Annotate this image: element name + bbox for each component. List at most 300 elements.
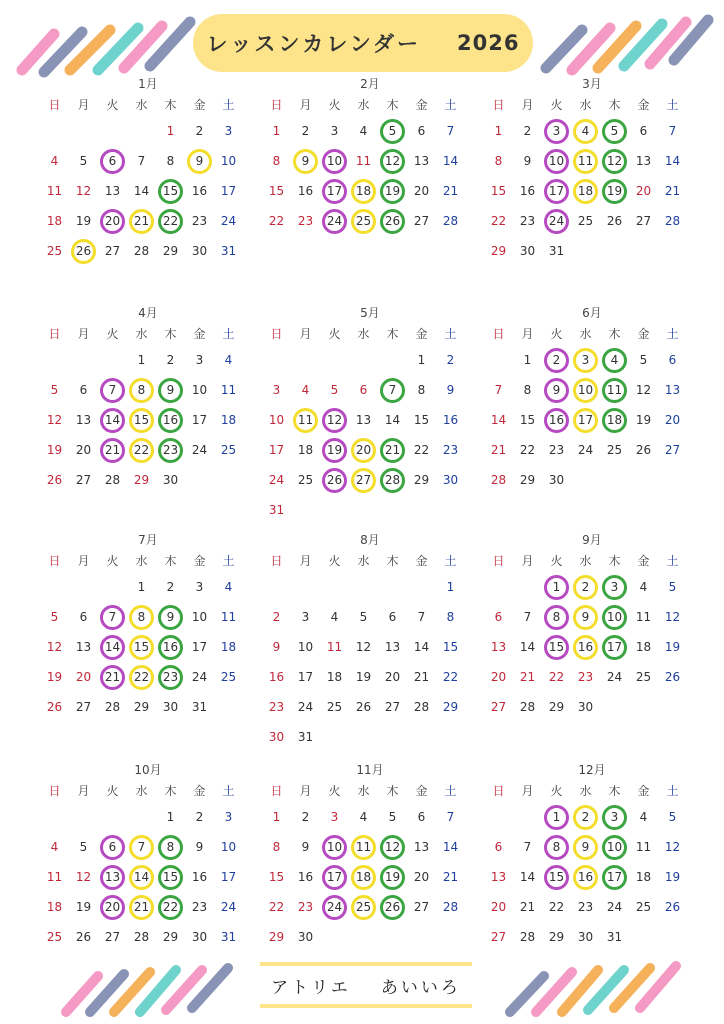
- day-cell: [349, 435, 378, 465]
- lesson-day-purple: 17: [544, 179, 569, 204]
- day-cell: [484, 892, 513, 922]
- day-cell: [513, 176, 542, 206]
- weekday-label: 水: [579, 327, 592, 341]
- day-number: 1: [417, 353, 426, 367]
- day-cell: [40, 692, 69, 722]
- day-cell: [513, 892, 542, 922]
- day-cell: [291, 375, 320, 405]
- day-cell: [320, 892, 349, 922]
- day-cell: [436, 206, 465, 236]
- day-cell: [407, 206, 436, 236]
- lesson-day-purple: 3: [544, 119, 569, 144]
- day-cell: [320, 465, 349, 495]
- day-cell: [349, 572, 378, 602]
- brush-strokes-bottom-left: [58, 958, 244, 1018]
- day-cell: [262, 572, 291, 602]
- day-number: 6: [79, 610, 88, 624]
- lesson-day-green: 10: [602, 835, 627, 860]
- day-cell: [262, 722, 291, 752]
- weekday-label: 月: [77, 327, 90, 341]
- day-number: 5: [639, 353, 648, 367]
- day-number: 24: [577, 443, 594, 457]
- day-number: 25: [46, 930, 63, 944]
- day-cell: [98, 146, 127, 176]
- day-cell: [349, 802, 378, 832]
- day-cell: [262, 495, 291, 525]
- day-cell: [291, 662, 320, 692]
- day-number: 14: [664, 154, 681, 168]
- day-cell: [69, 176, 98, 206]
- lesson-day-yellow: 18: [351, 865, 376, 890]
- day-cell: [127, 922, 156, 952]
- day-cell: [484, 862, 513, 892]
- weekday-label: 土: [222, 327, 235, 341]
- day-cell: [484, 435, 513, 465]
- day-number: 21: [664, 184, 681, 198]
- weekday-label: 木: [608, 98, 621, 112]
- week-row: [262, 572, 478, 602]
- lesson-day-green: 17: [602, 865, 627, 890]
- day-number: 22: [442, 670, 459, 684]
- day-cell: [185, 632, 214, 662]
- day-cell: [407, 495, 436, 525]
- weekday-label: 水: [135, 784, 148, 798]
- weekday-label: 土: [444, 98, 457, 112]
- day-number: 12: [355, 640, 372, 654]
- day-number: 18: [220, 413, 237, 427]
- day-cell: [542, 832, 571, 862]
- week-row: [484, 832, 700, 862]
- day-cell: [484, 922, 513, 952]
- month-block: [484, 303, 700, 495]
- weekday-label: 日: [492, 98, 505, 112]
- weekday-label: 火: [106, 98, 119, 112]
- weekday-label: 水: [579, 784, 592, 798]
- day-number: 30: [548, 473, 565, 487]
- day-number: 6: [388, 610, 397, 624]
- day-number: 12: [46, 640, 63, 654]
- week-row: [484, 405, 700, 435]
- day-cell: [484, 465, 513, 495]
- day-cell: [214, 345, 243, 375]
- weekday-label: 水: [357, 327, 370, 341]
- day-cell: [407, 572, 436, 602]
- day-cell: [571, 832, 600, 862]
- weekday-header: [40, 550, 256, 572]
- day-cell: [484, 405, 513, 435]
- day-cell: [629, 602, 658, 632]
- day-number: 2: [272, 610, 281, 624]
- week-row: [484, 206, 700, 236]
- day-number: 15: [490, 184, 507, 198]
- lesson-day-green: 3: [602, 575, 627, 600]
- day-cell: [156, 802, 185, 832]
- day-number: 1: [446, 580, 455, 594]
- day-cell: [320, 922, 349, 952]
- day-number: 21: [490, 443, 507, 457]
- day-number: 13: [384, 640, 401, 654]
- day-cell: [436, 146, 465, 176]
- day-cell: [127, 892, 156, 922]
- day-cell: [436, 345, 465, 375]
- week-row: [40, 206, 256, 236]
- day-cell: [69, 435, 98, 465]
- day-cell: [98, 862, 127, 892]
- day-number: 5: [668, 580, 677, 594]
- day-cell: [407, 465, 436, 495]
- day-cell: [127, 692, 156, 722]
- day-cell: [320, 435, 349, 465]
- day-cell: [378, 116, 407, 146]
- day-number: 2: [195, 810, 204, 824]
- day-cell: [436, 862, 465, 892]
- day-number: 30: [162, 700, 179, 714]
- day-cell: [436, 692, 465, 722]
- day-cell: [262, 146, 291, 176]
- day-number: 23: [577, 670, 594, 684]
- lesson-day-green: 26: [380, 895, 405, 920]
- day-cell: [378, 862, 407, 892]
- weekday-label: 木: [164, 554, 177, 568]
- lesson-day-yellow: 8: [129, 378, 154, 403]
- weekday-header: [262, 550, 478, 572]
- lesson-day-yellow: 20: [351, 438, 376, 463]
- day-number: 7: [523, 840, 532, 854]
- day-cell: [291, 892, 320, 922]
- day-number: 13: [75, 413, 92, 427]
- day-cell: [349, 495, 378, 525]
- week-row: [262, 405, 478, 435]
- day-number: 29: [548, 930, 565, 944]
- weekday-label: 金: [415, 327, 428, 341]
- day-cell: [542, 572, 571, 602]
- day-number: 27: [75, 473, 92, 487]
- lesson-day-yellow: 11: [293, 408, 318, 433]
- weekday-label: 月: [299, 554, 312, 568]
- month-title: 4月: [138, 306, 158, 320]
- day-number: 11: [355, 154, 372, 168]
- day-number: 2: [523, 124, 532, 138]
- day-number: 27: [490, 930, 507, 944]
- day-cell: [69, 465, 98, 495]
- day-number: 23: [297, 214, 314, 228]
- week-row: [40, 632, 256, 662]
- lesson-day-purple: 14: [100, 408, 125, 433]
- lesson-day-yellow: 2: [573, 805, 598, 830]
- day-cell: [600, 375, 629, 405]
- day-cell: [658, 922, 687, 952]
- weekday-label: 金: [637, 327, 650, 341]
- day-number: 10: [220, 840, 237, 854]
- day-cell: [378, 495, 407, 525]
- day-number: 26: [635, 443, 652, 457]
- day-cell: [484, 832, 513, 862]
- week-row: [262, 892, 478, 922]
- day-cell: [98, 435, 127, 465]
- lesson-day-purple: 7: [100, 605, 125, 630]
- day-cell: [69, 632, 98, 662]
- day-number: 29: [162, 244, 179, 258]
- day-number: 7: [417, 610, 426, 624]
- title-text: レッスンカレンダー: [206, 32, 421, 56]
- day-number: 7: [668, 124, 677, 138]
- day-number: 20: [75, 670, 92, 684]
- day-number: 21: [413, 670, 430, 684]
- day-cell: [40, 375, 69, 405]
- day-cell: [349, 602, 378, 632]
- studio-name-left: アトリエ: [271, 977, 351, 998]
- weekday-label: 土: [444, 327, 457, 341]
- month-block: [40, 303, 256, 495]
- day-number: 3: [330, 810, 339, 824]
- lesson-day-purple: 17: [322, 179, 347, 204]
- day-cell: [262, 405, 291, 435]
- day-cell: [542, 345, 571, 375]
- day-cell: [513, 692, 542, 722]
- day-cell: [291, 722, 320, 752]
- day-cell: [658, 236, 687, 266]
- day-cell: [98, 375, 127, 405]
- day-cell: [629, 465, 658, 495]
- month-title: 11月: [356, 763, 384, 777]
- day-cell: [658, 862, 687, 892]
- day-number: 26: [355, 700, 372, 714]
- day-number: 24: [268, 473, 285, 487]
- day-number: 13: [413, 154, 430, 168]
- day-cell: [571, 146, 600, 176]
- day-cell: [513, 375, 542, 405]
- day-number: 16: [442, 413, 459, 427]
- day-number: 24: [297, 700, 314, 714]
- weekday-label: 火: [106, 327, 119, 341]
- week-row: [40, 832, 256, 862]
- day-cell: [69, 405, 98, 435]
- day-cell: [349, 176, 378, 206]
- day-cell: [214, 922, 243, 952]
- day-cell: [436, 722, 465, 752]
- day-cell: [436, 375, 465, 405]
- lesson-day-green: 17: [602, 635, 627, 660]
- day-number: 29: [133, 700, 150, 714]
- day-cell: [127, 465, 156, 495]
- lesson-day-green: 23: [158, 438, 183, 463]
- day-cell: [262, 662, 291, 692]
- weekday-label: 日: [270, 327, 283, 341]
- day-cell: [40, 632, 69, 662]
- lesson-day-purple: 12: [322, 408, 347, 433]
- day-cell: [291, 692, 320, 722]
- day-number: 17: [220, 870, 237, 884]
- lesson-day-purple: 19: [322, 438, 347, 463]
- day-number: 20: [664, 413, 681, 427]
- week-row: [262, 802, 478, 832]
- day-cell: [185, 465, 214, 495]
- month-title: 9月: [582, 533, 602, 547]
- lesson-day-green: 15: [158, 179, 183, 204]
- lesson-day-yellow: 7: [129, 835, 154, 860]
- lesson-day-green: 23: [158, 665, 183, 690]
- weekday-label: 土: [444, 784, 457, 798]
- day-number: 5: [50, 383, 59, 397]
- day-number: 17: [191, 413, 208, 427]
- day-cell: [40, 802, 69, 832]
- lesson-day-green: 26: [380, 209, 405, 234]
- week-row: [40, 236, 256, 266]
- lesson-day-purple: 6: [100, 149, 125, 174]
- day-cell: [69, 662, 98, 692]
- day-cell: [98, 802, 127, 832]
- weekday-label: 火: [328, 554, 341, 568]
- day-cell: [571, 692, 600, 722]
- day-number: 8: [272, 840, 281, 854]
- day-number: 6: [417, 124, 426, 138]
- day-cell: [156, 572, 185, 602]
- day-cell: [262, 465, 291, 495]
- day-cell: [436, 116, 465, 146]
- day-number: 21: [519, 670, 536, 684]
- day-number: 15: [442, 640, 459, 654]
- weekday-label: 土: [666, 784, 679, 798]
- day-cell: [378, 602, 407, 632]
- day-cell: [127, 435, 156, 465]
- day-number: 30: [519, 244, 536, 258]
- day-cell: [69, 922, 98, 952]
- lesson-day-green: 5: [380, 119, 405, 144]
- day-cell: [185, 375, 214, 405]
- day-cell: [40, 465, 69, 495]
- brush-strokes-top-right: [536, 8, 716, 76]
- day-cell: [185, 662, 214, 692]
- week-row: [484, 116, 700, 146]
- lesson-day-yellow: 14: [129, 865, 154, 890]
- day-number: 25: [220, 443, 237, 457]
- day-cell: [127, 116, 156, 146]
- week-row: [262, 176, 478, 206]
- lesson-day-yellow: 15: [129, 408, 154, 433]
- weekday-label: 土: [222, 784, 235, 798]
- day-number: 14: [133, 184, 150, 198]
- day-number: 3: [272, 383, 281, 397]
- day-cell: [436, 435, 465, 465]
- day-cell: [513, 435, 542, 465]
- day-cell: [629, 692, 658, 722]
- weekday-header: [484, 780, 700, 802]
- day-cell: [571, 236, 600, 266]
- day-cell: [436, 495, 465, 525]
- week-row: [484, 662, 700, 692]
- day-number: 1: [137, 353, 146, 367]
- day-number: 31: [268, 503, 285, 517]
- day-number: 7: [494, 383, 503, 397]
- day-cell: [484, 116, 513, 146]
- lesson-day-yellow: 21: [129, 209, 154, 234]
- day-cell: [262, 206, 291, 236]
- weekday-label: 月: [299, 784, 312, 798]
- weekday-label: 金: [193, 327, 206, 341]
- lesson-day-yellow: 18: [573, 179, 598, 204]
- week-row: [262, 345, 478, 375]
- lesson-day-green: 12: [602, 149, 627, 174]
- day-number: 2: [301, 810, 310, 824]
- day-number: 15: [413, 413, 430, 427]
- weekday-label: 日: [48, 784, 61, 798]
- week-row: [40, 802, 256, 832]
- lesson-day-purple: 6: [100, 835, 125, 860]
- day-cell: [658, 206, 687, 236]
- day-cell: [407, 832, 436, 862]
- lesson-day-green: 10: [602, 605, 627, 630]
- day-cell: [156, 465, 185, 495]
- day-cell: [542, 802, 571, 832]
- day-number: 5: [79, 840, 88, 854]
- day-cell: [156, 176, 185, 206]
- day-cell: [436, 922, 465, 952]
- day-number: 29: [133, 473, 150, 487]
- day-cell: [262, 602, 291, 632]
- day-cell: [98, 465, 127, 495]
- weekday-label: 火: [328, 327, 341, 341]
- lesson-day-green: 9: [158, 605, 183, 630]
- day-cell: [484, 802, 513, 832]
- day-number: 16: [297, 184, 314, 198]
- day-number: 16: [191, 184, 208, 198]
- lesson-day-yellow: 11: [351, 835, 376, 860]
- day-cell: [658, 465, 687, 495]
- day-number: 19: [75, 214, 92, 228]
- day-cell: [127, 375, 156, 405]
- lesson-day-green: 21: [380, 438, 405, 463]
- day-number: 16: [519, 184, 536, 198]
- day-number: 25: [46, 244, 63, 258]
- day-number: 31: [548, 244, 565, 258]
- weekday-label: 木: [386, 327, 399, 341]
- day-number: 24: [606, 670, 623, 684]
- day-number: 16: [191, 870, 208, 884]
- day-cell: [542, 632, 571, 662]
- week-row: [484, 345, 700, 375]
- day-cell: [127, 832, 156, 862]
- lesson-day-purple: 13: [100, 865, 125, 890]
- day-number: 27: [490, 700, 507, 714]
- day-number: 28: [133, 244, 150, 258]
- day-cell: [407, 922, 436, 952]
- day-number: 14: [442, 154, 459, 168]
- day-cell: [127, 405, 156, 435]
- week-row: [484, 375, 700, 405]
- day-cell: [378, 802, 407, 832]
- day-number: 19: [75, 900, 92, 914]
- day-number: 12: [75, 870, 92, 884]
- day-cell: [349, 206, 378, 236]
- day-number: 10: [268, 413, 285, 427]
- day-cell: [262, 922, 291, 952]
- day-number: 16: [268, 670, 285, 684]
- day-cell: [69, 375, 98, 405]
- weekday-label: 水: [357, 554, 370, 568]
- day-number: 10: [191, 383, 208, 397]
- day-number: 28: [104, 473, 121, 487]
- day-number: 4: [224, 353, 233, 367]
- day-cell: [185, 832, 214, 862]
- weekday-label: 日: [492, 327, 505, 341]
- brush-strokes-bottom-right: [500, 958, 700, 1018]
- day-cell: [600, 662, 629, 692]
- day-cell: [320, 206, 349, 236]
- day-cell: [69, 345, 98, 375]
- weekday-label: 月: [77, 784, 90, 798]
- day-cell: [185, 435, 214, 465]
- week-row: [484, 692, 700, 722]
